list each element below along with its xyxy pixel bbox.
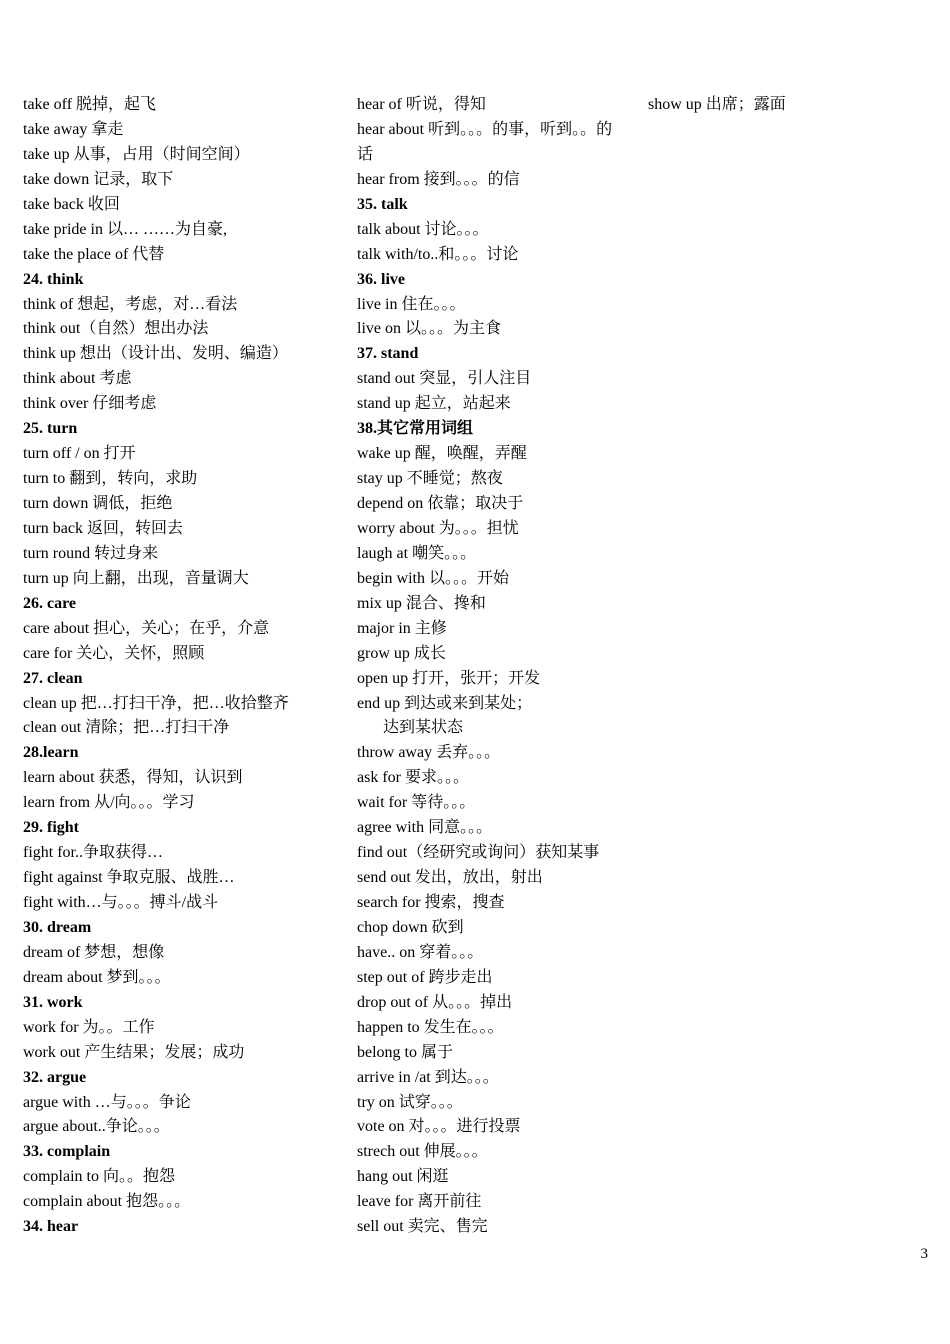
phrase-line: have.. on 穿着。。。 [357, 943, 484, 961]
phrase-line: clean up 把…打扫干净，把…收拾整齐 [23, 694, 289, 712]
phrase-line: depend on 依靠；取决于 [357, 495, 524, 512]
section-heading: 38.其它常用词组 [357, 420, 474, 438]
phrase-line: find out（经研究或询问）获知某事 [357, 844, 600, 862]
phrase-line: fight with…与。。。搏斗/战斗 [23, 894, 219, 911]
phrase-line: care about 担心，关心；在乎，介意 [23, 619, 270, 637]
phrase-line: fight for..争取获得… [23, 844, 163, 862]
phrase-line: sell out 卖完、售完 [357, 1218, 488, 1236]
phrase-line: fight against 争取克服、战胜… [23, 869, 235, 887]
phrase-line: 话 [357, 145, 374, 163]
middle-column [357, 93, 627, 1240]
phrase-line: think about 考虑 [23, 370, 132, 388]
phrase-line: complain about 抱怨。。。 [23, 1193, 191, 1211]
phrase-line: think of 想起，考虑，对…看法 [23, 295, 238, 313]
phrase-line: leave for 离开前往 [357, 1193, 482, 1211]
phrase-line: send out 发出，放出，射出 [357, 869, 543, 887]
phrase-line: argue about..争论。。。 [23, 1118, 170, 1136]
phrase-line: take the place of 代替 [23, 245, 165, 263]
phrase-line: hear about 听到。。。的事，听到。。的 [357, 120, 613, 138]
phrase-line: turn up 向上翻，出现，音量调大 [23, 569, 249, 587]
phrase-line: take back 收回 [23, 195, 120, 213]
phrase-line: turn back 返回，转回去 [23, 519, 183, 537]
phrase-line: mix up 混合、搀和 [357, 594, 486, 612]
phrase-line: end up 到达或来到某处； [357, 694, 533, 712]
phrase-line: agree with 同意。。。 [357, 819, 493, 837]
phrase-line: take pride in 以… ……为自豪, [23, 220, 227, 238]
phrase-line: belong to 属于 [357, 1043, 453, 1061]
phrase-line: think over 仔细考虑 [23, 395, 157, 413]
section-heading: 35. talk [357, 195, 408, 213]
phrase-line: dream of 梦想，想像 [23, 943, 165, 961]
phrase-line: worry about 为。。。担忧 [357, 519, 519, 537]
page-number: 3 [920, 1246, 928, 1262]
right-column [648, 93, 928, 118]
phrase-line: throw away 丢弃。。。 [357, 744, 501, 762]
phrase-line: major in 主修 [357, 619, 447, 637]
phrase-line: dream about 梦到。。。 [23, 968, 171, 986]
phrase-line: grow up 成长 [357, 644, 446, 662]
left-column [23, 93, 343, 1240]
phrase-line: laugh at 嘲笑。。。 [357, 544, 477, 562]
phrase-line: talk about 讨论。。。 [357, 220, 489, 238]
phrase-line: wait for 等待。。。 [357, 794, 476, 812]
section-heading: 26. care [23, 594, 77, 612]
phrase-line: 达到某状态 [383, 719, 464, 737]
phrase-line: vote on 对。。。进行投票 [357, 1118, 521, 1136]
section-heading: 32. argue [23, 1068, 87, 1086]
phrase-line: think up 想出（设计出、发明、编造） [23, 345, 288, 363]
phrase-line: clean out 清除；把…打扫干净 [23, 719, 230, 737]
phrase-line: search for 搜索，搜查 [357, 894, 505, 911]
section-heading: 30. dream [23, 918, 92, 936]
section-heading: 25. turn [23, 420, 78, 438]
section-heading: 31. work [23, 993, 83, 1011]
phrase-line: learn about 获悉，得知，认识到 [23, 769, 243, 787]
phrase-line: stay up 不睡觉；熬夜 [357, 470, 503, 488]
phrase-line: learn from 从/向。。。学习 [23, 794, 195, 812]
phrase-line: arrive in /at 到达。。。 [357, 1068, 499, 1086]
section-heading: 34. hear [23, 1218, 79, 1236]
section-heading: 27. clean [23, 669, 83, 687]
section-heading: 33. complain [23, 1143, 111, 1161]
phrase-line: work out 产生结果；发展；成功 [23, 1043, 245, 1061]
phrase-line: take down 记录，取下 [23, 170, 174, 188]
phrase-line: turn off / on 打开 [23, 445, 136, 463]
phrase-line: turn to 翻到，转向，求助 [23, 470, 198, 488]
phrase-line: stand up 起立，站起来 [357, 395, 511, 413]
phrase-line: happen to 发生在。。。 [357, 1018, 504, 1036]
phrase-line: think out（自然）想出办法 [23, 320, 209, 338]
phrase-line: begin with 以。。。开始 [357, 569, 509, 587]
phrase-line: take away 拿走 [23, 120, 124, 138]
phrase-line: live on 以。。。为主食 [357, 320, 501, 338]
phrase-line: care for 关心，关怀，照顾 [23, 644, 205, 662]
section-heading: 36. live [357, 270, 405, 288]
phrase-line: hear of 听说，得知 [357, 96, 486, 113]
phrase-line: try on 试穿。。。 [357, 1093, 463, 1111]
phrase-line: step out of 跨步走出 [357, 968, 493, 986]
phrase-line: hang out 闲逛 [357, 1168, 449, 1186]
section-heading: 37. stand [357, 345, 419, 363]
phrase-line: turn round 转过身来 [23, 544, 159, 562]
section-heading: 28.learn [23, 744, 79, 762]
phrase-line: chop down 砍到 [357, 918, 464, 936]
section-heading: 24. think [23, 270, 84, 288]
section-heading: 29. fight [23, 819, 79, 837]
phrase-line: take up 从事，占用（时间空间） [23, 145, 250, 163]
phrase-line: work for 为。。工作 [23, 1018, 155, 1036]
phrase-line: hear from 接到。。。的信 [357, 170, 520, 188]
phrase-line: ask for 要求。。。 [357, 769, 469, 787]
phrase-line: stand out 突显，引人注目 [357, 370, 532, 388]
phrase-line: turn down 调低，拒绝 [23, 495, 173, 512]
phrase-line: strech out 伸展。。。 [357, 1143, 488, 1161]
phrase-line: drop out of 从。。。掉出 [357, 993, 513, 1011]
phrase-line: argue with …与。。。争论 [23, 1093, 191, 1111]
phrase-line: open up 打开，张开；开发 [357, 669, 541, 687]
phrase-line: wake up 醒，唤醒，弄醒 [357, 445, 527, 463]
phrase-line: complain to 向。。抱怨 [23, 1168, 175, 1186]
phrase-line: talk with/to..和。。。讨论 [357, 245, 519, 263]
phrase-line: live in 住在。。。 [357, 295, 466, 313]
phrase-line: take off 脱掉，起飞 [23, 96, 157, 113]
phrase-line: show up 出席；露面 [648, 96, 786, 113]
